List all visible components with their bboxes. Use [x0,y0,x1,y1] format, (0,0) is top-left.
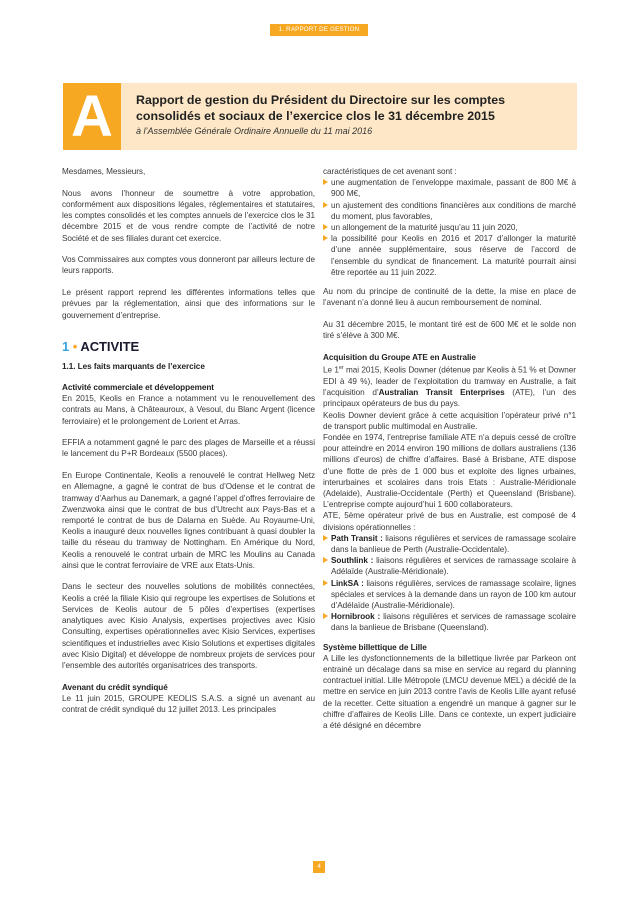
lille-heading: Système billettique de Lille [323,642,427,652]
right-column [323,166,576,742]
subsection-heading: 1.1. Les faits marquants de l’exercice [62,361,205,371]
title-band [121,83,577,150]
list-item: LinkSA : liaisons régulières, services de ramassage scolaire, lignes spéciales et services à la demande dans un rayon de 100 km autour d’Adélaïde (Australie-Méridionale). [323,578,576,612]
ate-paragraph-2: Keolis Downer devient grâce à cette acquisition l’opérateur privé n°1 de transport public multimodal en Australie. [323,410,576,431]
bullet-arrow-icon [323,613,328,619]
left-column [62,166,315,726]
ate-paragraph-1: Le 1er mai 2015, Keolis Downer (détenue par Keolis à 51 % et Downer EDI à 49 %), leader de l’exploitation du tramway en Australie, a fait l’acquisition d’Australian Transit Enterprises (ATE), l’un des principaux opérateurs de bus du pays. [323,365,576,409]
commissaires-paragraph: Vos Commissaires aux comptes vous donneront par ailleurs lecture de leurs rapports. [62,255,315,276]
intro-paragraph: Nous avons l’honneur de soumettre à votre approbation, conformément aux dispositions légales, réglementaires et statutaires, les comptes consolidés et les comptes annuels de l’exercice clos le 31 décembre 2015 et de vous rendre compte de l’activité de notre Société et de ses filiales durant cet exercice. [62,188,315,243]
ate-paragraph-4: ATE, 5ème opérateur privé de bus en Australie, est composé de 4 divisions opérationnelles : [323,511,576,532]
salutation: Mesdames, Messieurs, [62,167,146,176]
activite-heading: Activité commerciale et développement [62,382,214,392]
activite-paragraph: En 2015, Keolis en France a notamment vu le renouvellement des contrats au Mans, à Châteauroux, à Vesoul, du Blanc Argent (licence ferroviaire) et le prolongement de Lorient et Arras. [62,394,315,426]
bullet-arrow-icon [323,179,328,185]
present-report-paragraph: Le présent rapport reprend les différentes informations telles que prévues par la réglementation, ainsi que des informations sur le gouvernement d’entreprise. [62,288,315,320]
divisions-list [323,533,576,634]
list-item: Southlink : liaisons régulières et services de ramassage scolaire à Adélaïde (Australie-Méridionale). [323,555,576,577]
lille-paragraph: A Lille les dysfonctionnements de la billettique livrée par Parkeon ont entrainé un décalage dans sa mise en service au regard du planning contractuel initial. Lille Métropole (LMCU devenue MEL) a décidé de la mettre en service en juin 2013 contre l’avis de Keolis Lille ayant refusé de la recetter. Cette situation a engendré un manque à gagner sur le chiffre d’affaires de Keolis Lille. Dans ce contexte, un expert judiciaire a été désigné en décembre [323,653,576,731]
list-item: Hornibrook : liaisons régulières et services de ramassage scolaire dans la banlieue de Brisbane (Queensland). [323,611,576,633]
ate-paragraph-3: Fondée en 1974, l’entreprise familiale ATE n’a depuis cessé de croître pour atteindre en 2014 environ 190 millions de dollars australiens (136 millions d’euros) de chiffre d’affaires. Basé à Brisbane, ATE dispose d’une flotte de près de 1 000 bus et exploite des lignes urbaines, interurbaines et scolaires dans trois Etats : Australie-Méridionale (Adelaide), Australie-Occidentale (Perth) et Queensland (Brisbane). L’entreprise compte aujourd’hui 1 600 collaborateurs. [323,433,576,510]
section-tab: 1. RAPPORT DE GESTION [270,24,368,36]
montant-paragraph: Au 31 décembre 2015, le montant tiré est de 600 M€ et le solde non tiré s’élève à 300 M€. [323,319,576,341]
section-number: 1 [62,338,70,354]
bullet-arrow-icon [323,224,328,230]
bullet-arrow-icon [323,235,328,241]
europe-paragraph: En Europe Continentale, Keolis a renouvelé le contrat Hellweg Netz en Allemagne, a gagné le contrat de bus d’Odense et le contrat de tramway d’Aarhus au Danemark, a gagné l’appel d’offres ferroviaire de Zwenzwoka ainsi que le contrat de bus d’Utrecht aux Pays-Bas et a remporté le contrat de bus de Dalarna en Suède. Au Royaume-Uni, Keolis a inauguré deux nouvelles lignes contribuant à quasi doubler la taille du réseau du tramway de Nottingham. En Amérique du Nord, Keolis a renouvelé le contrat urbain de MRC les Moulins au Canada ainsi que le contrat ferroviaire de VRE aux Etats-Unis. [62,471,315,570]
list-item: Path Transit : liaisons régulières et services de ramassage scolaire dans la banlieue de Perth (Australie-Occidentale). [323,533,576,555]
bullet-arrow-icon [323,580,328,586]
bullet-arrow-icon [323,202,328,208]
effia-paragraph: EFFIA a notamment gagné le parc des plages de Marseille et a réussi le lancement du P+R Bordeaux (5500 places). [62,438,315,459]
list-item: la possibilité pour Keolis en 2016 et 2017 d’allonger la maturité d’une année supplémentaire, sous réserve de l’accord de l’ensemble du syndicat de financement. La maturité pourrait ainsi être reportée au 11 juin 2022. [323,233,576,278]
ate-heading: Acquisition du Groupe ATE en Australie [323,352,476,362]
avenant-paragraph: Le 11 juin 2015, GROUPE KEOLIS S.A.S. a signé un avenant au contrat de crédit syndiqué du 12 juillet 2013. Les principales [62,693,315,715]
avenant-heading: Avenant du crédit syndiqué [62,682,168,692]
section-heading [62,339,315,354]
section-bullet: • [72,338,78,354]
avenant-bullet-list [323,177,576,278]
caracteristiques-intro: caractéristiques de cet avenant sont : [323,167,457,176]
section-title: ACTIVITE [80,338,140,354]
list-item: un allongement de la maturité jusqu’au 11 juin 2020, [323,222,576,233]
bullet-arrow-icon [323,557,328,563]
page-title: Rapport de gestion du Président du Directoire sur les comptes consolidés et sociaux de l’exercice clos le 31 décembre 2015 [136,93,506,123]
chapter-letter: A [63,83,121,150]
page-number: 4 [313,861,325,873]
continuite-paragraph: Au nom du principe de continuité de la dette, la mise en place de l’avenant n’a donné lieu à aucun remboursement de nominal. [323,287,576,308]
list-item: un ajustement des conditions financières aux conditions de marché du moment, plus favorables, [323,200,576,222]
secteur-paragraph: Dans le secteur des nouvelles solutions de mobilités connectées, Keolis a créé la filiale Kisio qui regroupe les expertises de Solutions et Services de Keolis autour de 5 pôles d’expertises (expertises analytiques avec Kisio Analysis, expertises projectives avec Kisio Consulting, expertises opérationnelles avec Kisio Services, expertises scientifiques et industrielles avec Kisio Solutions et expertises digitales avec Kisio Digital) et développe de nombreux projets de services pour l’ensemble des autorités organisatrices des transports. [62,582,315,670]
list-item: une augmentation de l’enveloppe maximale, passant de 800 M€ à 900 M€, [323,177,576,199]
bullet-arrow-icon [323,535,328,541]
page-subtitle: à l’Assemblée Générale Ordinaire Annuelle du 11 mai 2016 [136,126,373,136]
